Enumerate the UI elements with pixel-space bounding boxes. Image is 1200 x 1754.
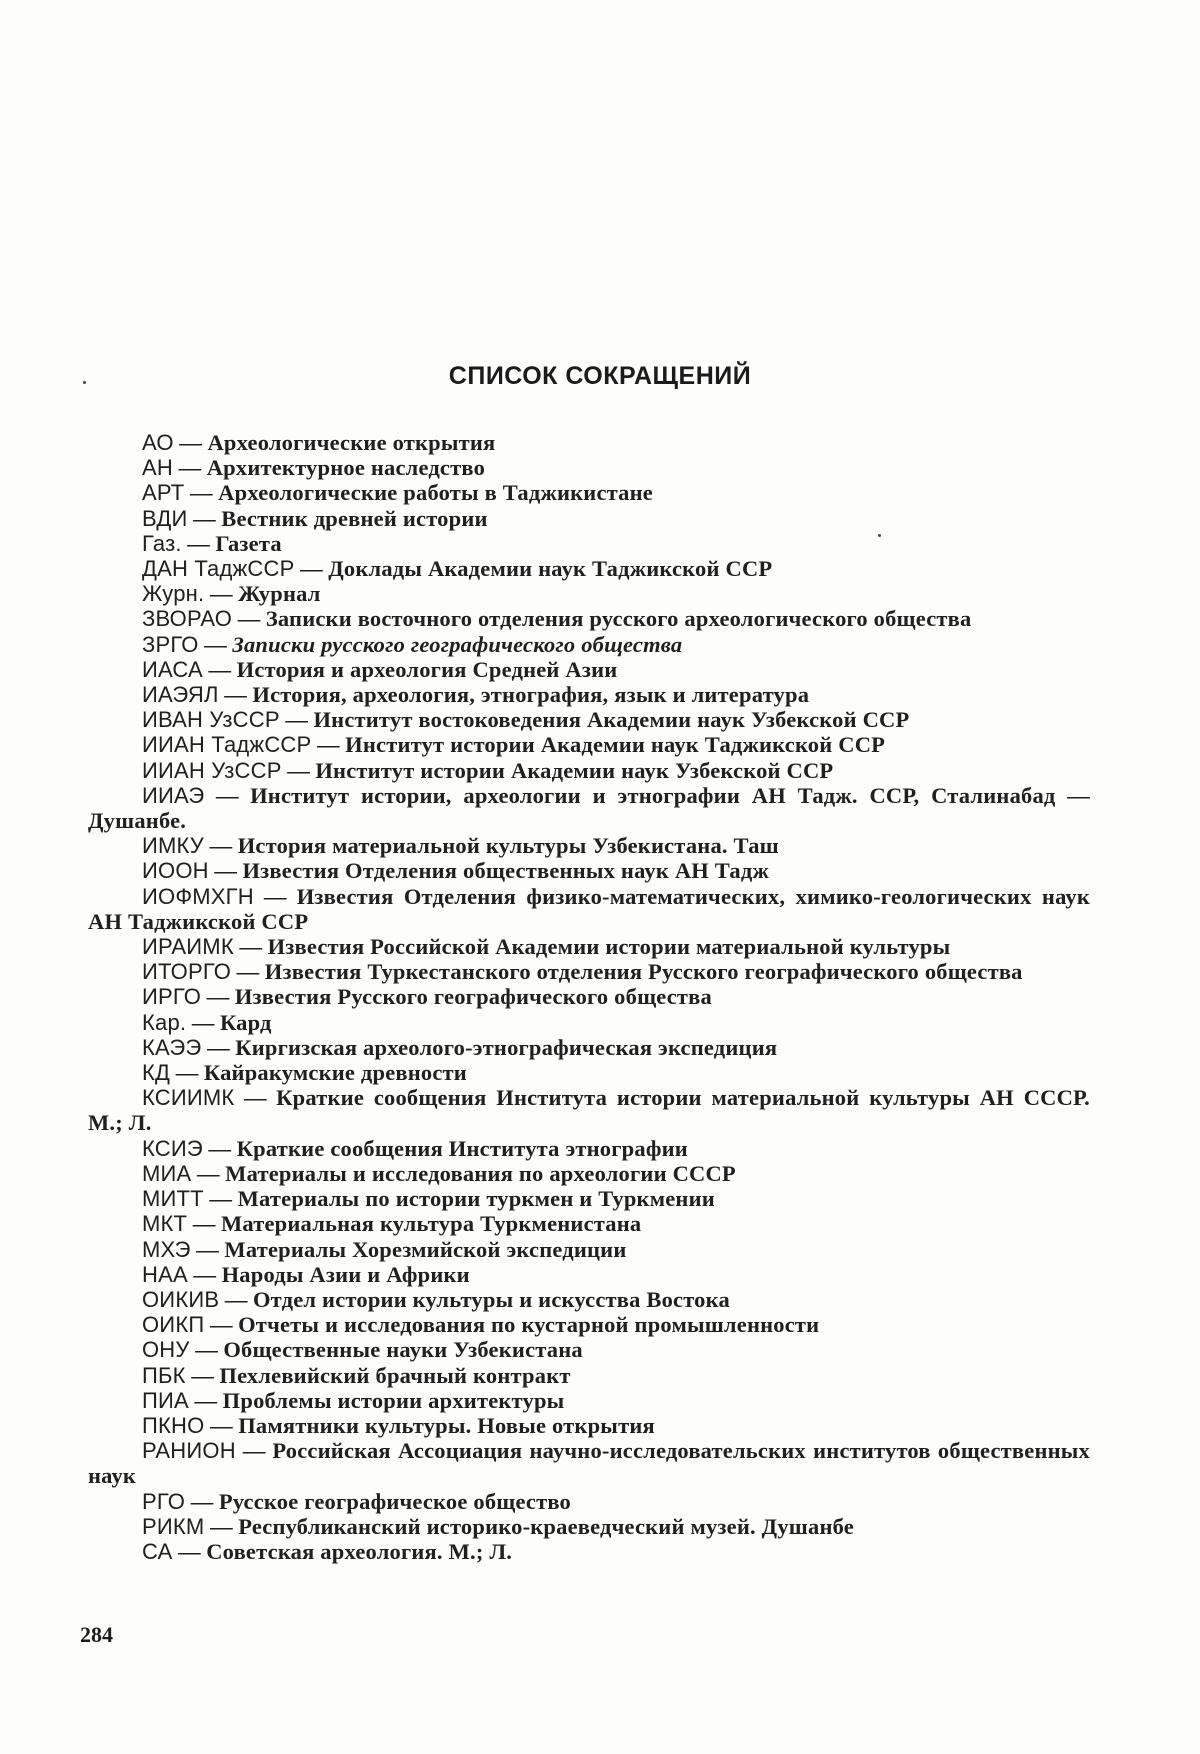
list-item: [88, 1136, 1090, 1161]
abbreviation-description: Отчеты и исследования по кустарной промышленности: [238, 1312, 820, 1338]
abbreviation: ИТОРГО: [142, 959, 232, 985]
abbreviation: ИИАН ТаджССР: [142, 732, 312, 758]
abbreviation: ЗРГО: [142, 631, 199, 657]
abbreviation-description: Известия Русского географического общества: [234, 984, 712, 1010]
abbreviation: ИООН: [142, 858, 209, 884]
dash: —: [207, 1034, 230, 1060]
dash: —: [204, 631, 227, 657]
list-item: [88, 1337, 1090, 1362]
list-item: [88, 1287, 1090, 1312]
dash: —: [244, 1085, 267, 1111]
dash: —: [239, 934, 262, 960]
abbreviation-description: Газета: [215, 530, 282, 556]
dash: —: [190, 1488, 214, 1514]
abbreviation: Журн.: [142, 581, 205, 607]
dash: —: [191, 1009, 215, 1035]
abbreviation: ОНУ: [142, 1337, 190, 1363]
list-item: [88, 1035, 1090, 1060]
list-item: [88, 1010, 1090, 1035]
abbreviation: ИВАН УзССР: [142, 707, 280, 733]
list-item: [88, 455, 1090, 480]
abbreviation: РАНИОН: [142, 1438, 236, 1464]
list-item: [88, 1211, 1090, 1236]
dash: —: [210, 1412, 233, 1438]
abbreviation: ИИАН УзССР: [142, 757, 282, 783]
dash: —: [178, 1538, 201, 1564]
abbreviation-description: Российская Ассоциация научно-исследовательских институтов общественных наук: [88, 1438, 1090, 1489]
abbreviation-description: Журнал: [238, 581, 321, 607]
abbreviation-description: Записки восточного отделения русского археологического общества: [265, 606, 972, 632]
abbreviation: КД: [142, 1060, 171, 1086]
abbreviation-description: История, археология, этнография, язык и литература: [252, 682, 810, 708]
abbreviation-description: Архитектурное наследство: [206, 455, 486, 481]
abbreviation: Кар.: [142, 1009, 187, 1035]
list-item: [88, 1186, 1090, 1211]
abbreviation: ОИКИВ: [142, 1286, 220, 1312]
list-item: [88, 1237, 1090, 1262]
abbreviation: ИАЭЯЛ: [142, 682, 219, 708]
abbreviation-description: История материальной культуры Узбекистана. Таш: [237, 833, 779, 859]
dash: —: [197, 1160, 220, 1186]
list-item: [88, 1438, 1090, 1488]
abbreviation-description: Вестник древней истории: [221, 505, 488, 531]
list-item: [88, 1489, 1090, 1514]
abbreviation-list: [88, 430, 1090, 1564]
list-item: [88, 1312, 1090, 1337]
dash: —: [179, 430, 202, 455]
abbreviation: КАЭЭ: [142, 1034, 202, 1060]
list-item: [88, 1060, 1090, 1085]
dash: —: [237, 606, 261, 632]
list-item: [88, 1514, 1090, 1539]
abbreviation: НАА: [142, 1261, 188, 1287]
abbreviation-description: Записки русского географического общества: [232, 631, 683, 657]
abbreviation: АРТ: [142, 480, 185, 506]
abbreviation: ВДИ: [142, 505, 188, 531]
abbreviation: ОИКП: [142, 1312, 205, 1338]
abbreviation-description: Материалы по истории туркмен и Туркмении: [237, 1186, 715, 1212]
abbreviation-description: Проблемы истории архитектуры: [222, 1387, 565, 1413]
list-item: [88, 783, 1090, 833]
dash: —: [224, 682, 247, 708]
abbreviation-description: Институт истории, археологии и этнографии АН Тадж. ССР, Сталинабад — Душанбе.: [88, 782, 1090, 834]
abbreviation: ИРАИМК: [142, 934, 234, 960]
list-item: [88, 833, 1090, 858]
dash: —: [214, 858, 237, 884]
list-item: [88, 430, 1090, 455]
abbreviation-description: Памятники культуры. Новые открытия: [238, 1412, 655, 1438]
dash: —: [300, 556, 323, 582]
abbreviation-description: Общественные науки Узбекистана: [223, 1337, 583, 1363]
list-item: [88, 606, 1090, 631]
dash: —: [287, 757, 310, 783]
abbreviation: АО: [142, 430, 174, 455]
dash: —: [194, 1387, 218, 1413]
list-item: [88, 858, 1090, 883]
abbreviation: МКТ: [142, 1211, 188, 1237]
abbreviation: ЗВОРАО: [142, 606, 233, 632]
abbreviation-description: Краткие сообщения Института истории материальной культуры АН СССР. М.; Л.: [88, 1085, 1090, 1136]
abbreviation: РИКМ: [142, 1513, 205, 1539]
abbreviation-description: Материалы и исследования по археологии СССР: [225, 1160, 736, 1186]
list-item: [88, 758, 1090, 783]
abbreviation-description: Институт востоковедения Академии наук Узбекской ССР: [313, 707, 910, 733]
dash: —: [192, 1211, 216, 1237]
list-item: [88, 984, 1090, 1009]
abbreviation: МХЭ: [142, 1236, 191, 1262]
page-title: СПИСОК СОКРАЩЕНИЙ: [448, 362, 752, 390]
dash: —: [209, 581, 233, 607]
abbreviation-description: Русское географическое общество: [218, 1488, 572, 1514]
list-item: [88, 480, 1090, 505]
dash: —: [216, 782, 239, 808]
list-item: [88, 707, 1090, 732]
dash: —: [210, 1513, 233, 1539]
dash: —: [209, 1312, 233, 1338]
abbreviation-description: Кайракумские древности: [203, 1060, 467, 1086]
dash: —: [264, 883, 287, 909]
abbreviation: ИАСА: [142, 656, 203, 682]
list-item: [88, 506, 1090, 531]
abbreviation-description: Археологические работы в Таджикистане: [218, 480, 653, 506]
abbreviation-description: История и археология Средней Азии: [236, 656, 618, 682]
abbreviation-description: Известия Отделения физико-математических, химико-геологических наук АН Таджикской ССР: [88, 883, 1090, 934]
abbreviation: Газ.: [142, 530, 182, 556]
abbreviation: ИИАЭ: [142, 782, 205, 808]
abbreviation: КСИИМК: [142, 1085, 235, 1111]
abbreviation-description: Киргизская археолого-этнографическая экспедиция: [235, 1034, 778, 1060]
abbreviation: ИОФМХГН: [142, 883, 254, 909]
list-item: [88, 1388, 1090, 1413]
dash: —: [196, 1236, 219, 1262]
list-item: [88, 884, 1090, 934]
dash: —: [193, 1261, 216, 1287]
abbreviation-description: Республиканский историко-краеведческий музей. Душанбе: [238, 1513, 854, 1539]
list-item: [88, 732, 1090, 757]
abbreviation: ПКНО: [142, 1412, 205, 1438]
abbreviation-description: Пехлевийский брачный контракт: [219, 1362, 571, 1388]
abbreviation-description: Материальная культура Туркменистана: [220, 1211, 642, 1237]
abbreviation-description: Материалы Хорезмийской экспедиции: [224, 1236, 627, 1262]
dash: —: [208, 656, 232, 682]
abbreviation-description: Советская археология. М.; Л.: [206, 1538, 513, 1564]
abbreviation-description: Известия Российской Академии истории материальной культуры: [267, 934, 951, 960]
abbreviation-description: Известия Отделения общественных наук АН Тадж: [242, 858, 769, 884]
dash: —: [242, 1438, 266, 1464]
abbreviation: СА: [142, 1538, 173, 1564]
dash: —: [206, 984, 230, 1010]
list-item: [88, 1363, 1090, 1388]
list-item: [88, 1085, 1090, 1135]
dash: —: [190, 480, 213, 506]
list-item: [88, 1262, 1090, 1287]
abbreviation-description: Народы Азии и Африки: [221, 1261, 470, 1287]
list-item: [88, 934, 1090, 959]
dash: —: [178, 455, 202, 481]
abbreviation-description: Кард: [219, 1009, 272, 1035]
dash: —: [208, 1135, 232, 1161]
abbreviation: ПИА: [142, 1387, 189, 1413]
abbreviation: ПБК: [142, 1362, 186, 1388]
dash: —: [195, 1337, 218, 1363]
dash: —: [191, 1362, 214, 1388]
list-item: [88, 581, 1090, 606]
abbreviation-description: Известия Туркестанского отделения Русского географического общества: [264, 959, 1023, 985]
list-item: [88, 632, 1090, 657]
dash: —: [285, 707, 308, 733]
list-item: [88, 1161, 1090, 1186]
abbreviation: РГО: [142, 1488, 186, 1514]
abbreviation-description: Институт истории Академии наук Узбекской ССР: [315, 757, 834, 783]
abbreviation: ДАН ТаджССР: [142, 556, 295, 582]
dash: —: [209, 833, 233, 859]
abbreviation-description: Отдел истории культуры и искусства Востока: [252, 1286, 730, 1312]
abbreviation: ИРГО: [142, 984, 202, 1010]
dash: —: [193, 505, 216, 531]
abbreviation: КСИЭ: [142, 1135, 203, 1161]
page-number: 284: [80, 1622, 113, 1647]
dash: —: [209, 1186, 232, 1212]
list-item: [88, 657, 1090, 682]
dash: —: [175, 1060, 199, 1086]
abbreviation: МИТТ: [142, 1186, 204, 1212]
dash: —: [317, 732, 340, 758]
list-item: [88, 682, 1090, 707]
list-item: [88, 1539, 1090, 1564]
list-item: [88, 531, 1090, 556]
abbreviation-description: Археологические открытия: [207, 430, 496, 455]
abbreviation-description: Краткие сообщения Института этнографии: [236, 1135, 688, 1161]
list-item: [88, 959, 1090, 984]
abbreviation-description: Доклады Академии наук Таджикской ССР: [328, 556, 773, 582]
abbreviation: ИМКУ: [142, 833, 204, 859]
dash: —: [224, 1286, 248, 1312]
list-item: [88, 1413, 1090, 1438]
list-item: [88, 556, 1090, 581]
abbreviation-description: Институт истории Академии наук Таджикской ССР: [345, 732, 886, 758]
abbreviation: АН: [142, 455, 173, 481]
dash: —: [187, 530, 210, 556]
abbreviation: МИА: [142, 1160, 192, 1186]
dash: —: [236, 959, 260, 985]
